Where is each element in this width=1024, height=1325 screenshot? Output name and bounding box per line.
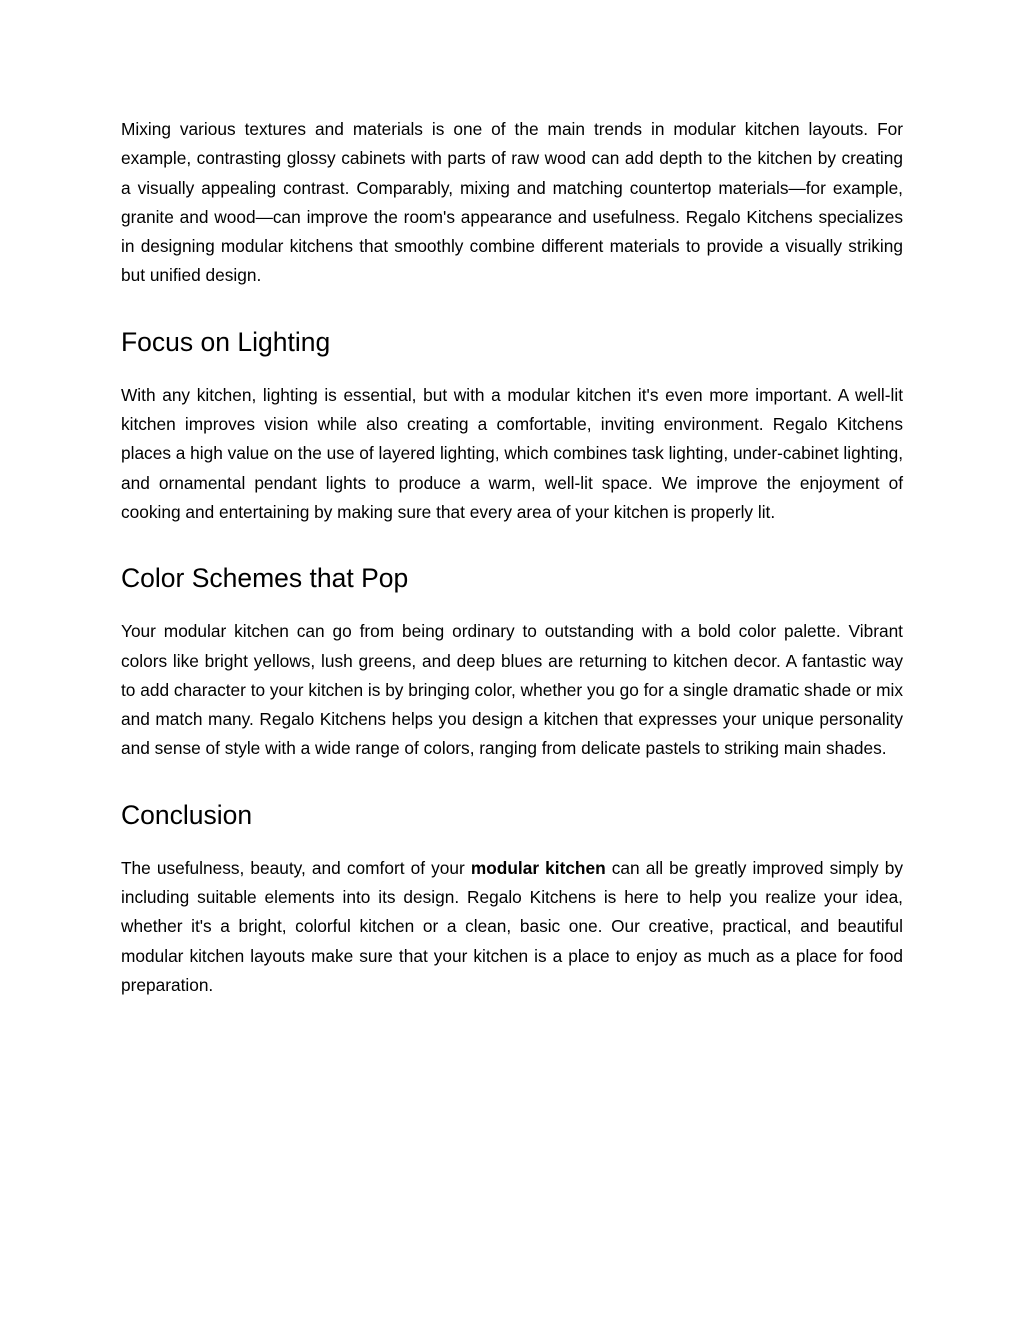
section-heading-color-schemes: Color Schemes that Pop [121,563,409,594]
conclusion-paragraph [121,854,903,1000]
section-heading-conclusion: Conclusion [121,799,253,830]
section-heading-lighting: Focus on Lighting [121,326,331,357]
modular-kitchen-bold-text: modular kitchen [470,857,606,878]
document-page [121,115,903,1000]
lighting-paragraph: With any kitchen, lighting is essential, but with a modular kitchen it's even more important. A well-lit kitchen improves vision while also creating a comfortable, inviting environment. Regalo Kitchens places a high value on the use of layered lighting, which combines task lighting, under-cabinet lighting, and ornamental pendant lights to produce a warm, well-lit space. We improve the enjoyment of cooking and entertaining by making sure that every area of your kitchen is properly lit. [121,384,903,522]
conclusion-text-start: The usefulness, beauty, and comfort of your [121,857,471,878]
conclusion-text-end: can all be greatly improved simply by including suitable elements into its design. Regalo Kitchens is here to help you realize your idea, whether it's a bright, colorful kitchen or a clean, basic one. Our creative, practical, and beautiful modular kitchen layouts make sure that your kitchen is a place to enjoy as much as a place for food preparation. [121,857,903,995]
intro-paragraph: Mixing various textures and materials is one of the main trends in modular kitchen layouts. For example, contrasting glossy cabinets with parts of raw wood can add depth to the kitchen by creating a visually appealing contrast. Comparably, mixing and matching countertop materials—for example, granite and wood—can improve the room's appearance and usefulness. Regalo Kitchens specializes in designing modular kitchens that smoothly combine different materials to provide a visually striking but unified design. [121,119,903,286]
color-schemes-paragraph: Your modular kitchen can go from being ordinary to outstanding with a bold color palette. Vibrant colors like bright yellows, lush greens, and deep blues are returning to kitchen decor. A fantastic way to add character to your kitchen is by bringing color, whether you go for a single dramatic shade or mix and match many. Regalo Kitchens helps you design a kitchen that expresses your unique personality and sense of style with a wide range of colors, ranging from delicate pastels to striking main shades. [121,621,903,759]
